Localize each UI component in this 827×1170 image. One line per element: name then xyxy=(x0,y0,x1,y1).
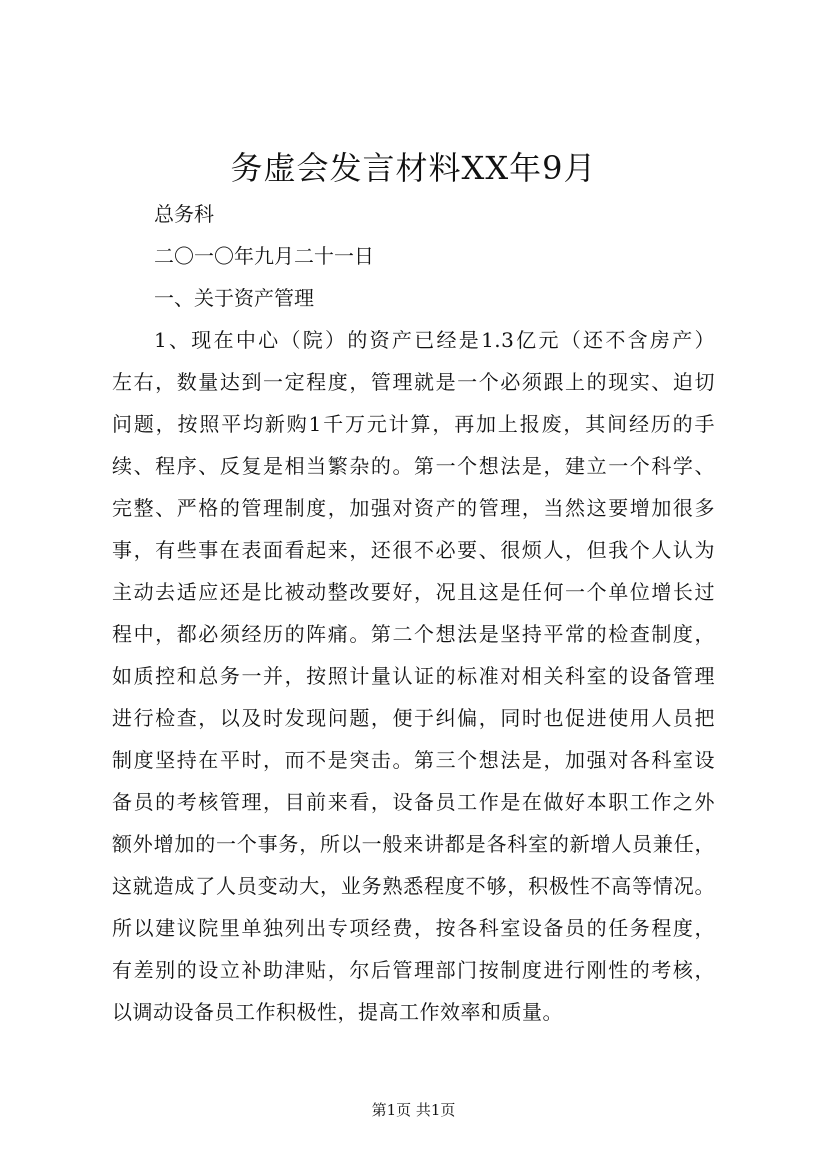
section-heading: 一、关于资产管理 xyxy=(154,286,314,310)
paragraph-line: 1、现在中心（院）的资产已经是1.3亿元（还不含房产） xyxy=(154,328,715,352)
paragraph-line: 有差别的设立补助津贴，尔后管理部门按制度进行刚性的考核， xyxy=(112,958,715,982)
paragraph-line: 事，有些事在表面看起来，还很不必要、很烦人，但我个人认为 xyxy=(112,538,715,562)
page-footer: 第1页 共1页 xyxy=(371,1101,456,1119)
department-label: 总务科 xyxy=(154,202,214,226)
paragraph-line: 以调动设备员工作积极性，提高工作效率和质量。 xyxy=(112,1000,563,1024)
paragraph-line: 如质控和总务一并，按照计量认证的标准对相关科室的设备管理 xyxy=(112,664,715,688)
paragraph-line: 续、程序、反复是相当繁杂的。第一个想法是，建立一个科学、 xyxy=(112,454,715,478)
paragraph-line: 所以建议院里单独列出专项经费，按各科室设备员的任务程度， xyxy=(112,916,715,940)
paragraph-line: 备员的考核管理，目前来看，设备员工作是在做好本职工作之外 xyxy=(112,790,715,814)
paragraph-line: 左右，数量达到一定程度，管理就是一个必须跟上的现实、迫切 xyxy=(112,370,715,394)
paragraph-line: 进行检查，以及时发现问题，便于纠偏，同时也促进使用人员把 xyxy=(112,706,715,730)
paragraph-line: 程中，都必须经历的阵痛。第二个想法是坚持平常的检查制度， xyxy=(112,622,715,646)
paragraph-line: 额外增加的一个事务，所以一般来讲都是各科室的新增人员兼任， xyxy=(112,832,715,856)
paragraph-line: 问题，按照平均新购1千万元计算，再加上报废，其间经历的手 xyxy=(112,412,715,436)
paragraph-line: 完整、严格的管理制度，加强对资产的管理，当然这要增加很多 xyxy=(112,496,715,520)
paragraph-line: 主动去适应还是比被动整改要好，况且这是任何一个单位增长过 xyxy=(112,580,715,604)
date-line: 二〇一〇年九月二十一日 xyxy=(154,244,374,268)
paragraph-line: 这就造成了人员变动大，业务熟悉程度不够，积极性不高等情况。 xyxy=(112,874,715,898)
document-title: 务虚会发言材料XX年9月 xyxy=(230,149,597,187)
paragraph-line: 制度坚持在平时，而不是突击。第三个想法是，加强对各科室设 xyxy=(112,748,715,772)
